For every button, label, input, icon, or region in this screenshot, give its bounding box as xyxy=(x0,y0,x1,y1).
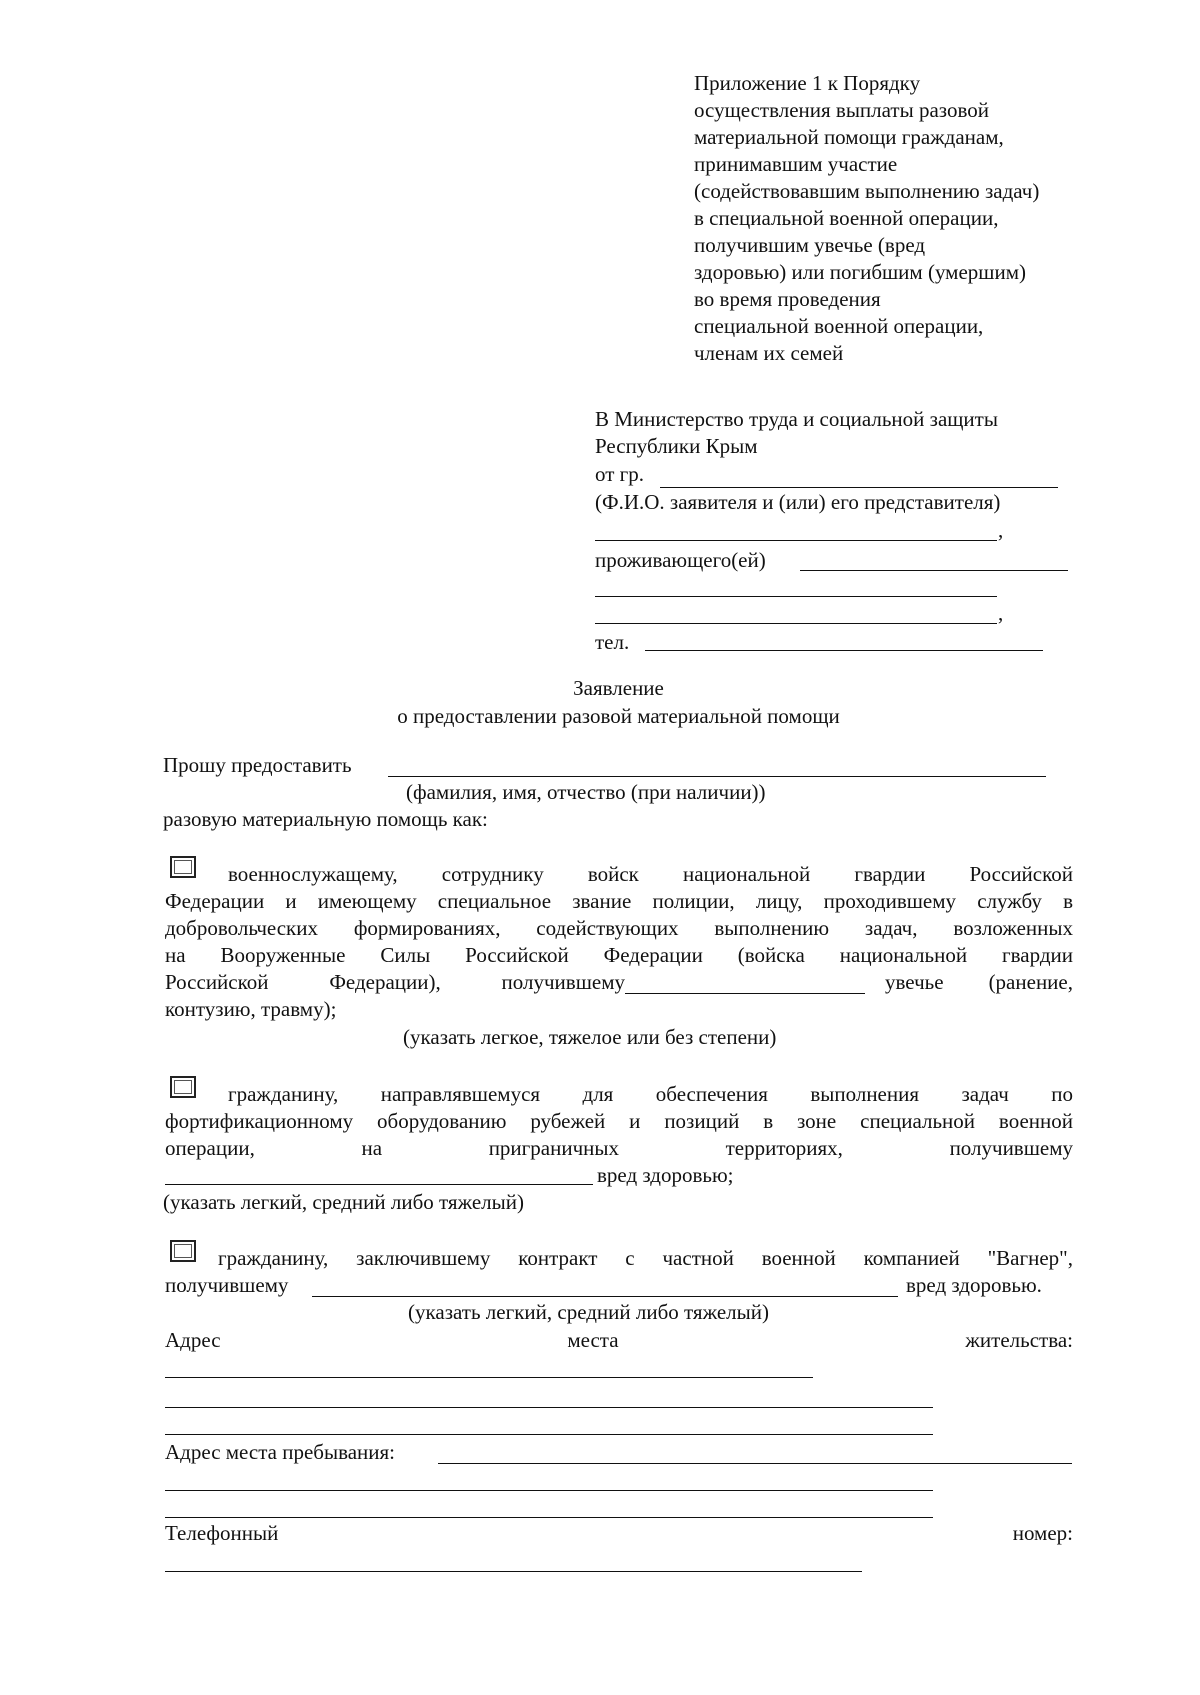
phone-label: тел. xyxy=(595,630,630,654)
stay-address-field-3[interactable] xyxy=(165,1517,933,1518)
residence-address-field[interactable] xyxy=(165,1377,813,1378)
request-label: Прошу предоставить xyxy=(163,753,352,777)
recipient-name-field[interactable] xyxy=(388,776,1046,777)
option-1-text: контузию, травму); xyxy=(165,997,337,1021)
annex-line: получившим увечье (вред xyxy=(694,233,926,257)
option-3-text: вред здоровью. xyxy=(906,1273,1042,1297)
residence-address-field-2[interactable] xyxy=(165,1407,933,1408)
option-2-text: фортификационному оборудованию рубежей и позиций в зоне специальной военной xyxy=(165,1109,1073,1133)
fio-note: (Ф.И.О. заявителя и (или) его представителя) xyxy=(595,490,1001,514)
option-1-text: военнослужащему, сотруднику войск национальной гвардии Российской xyxy=(228,862,1073,886)
option-1-text: увечье (ранение, xyxy=(885,970,1073,994)
annex-line: специальной военной операции, xyxy=(694,314,984,338)
phone-word: Телефонный xyxy=(165,1521,279,1545)
from-label: от гр. xyxy=(595,462,645,486)
injury-severity-field[interactable] xyxy=(625,993,865,994)
annex-line: здоровью) или погибшим (умершим) xyxy=(694,260,1026,284)
annex-line: в специальной военной операции, xyxy=(694,206,999,230)
option-1-checkbox[interactable] xyxy=(170,856,196,878)
stay-address-field[interactable] xyxy=(438,1463,1072,1464)
phone-word: номер: xyxy=(1012,1521,1073,1545)
phone-number-field[interactable] xyxy=(165,1571,862,1572)
residence-address-label xyxy=(165,1327,1073,1354)
wagner-harm-field[interactable] xyxy=(312,1296,898,1297)
option-3-text: получившему xyxy=(165,1273,289,1297)
option-1-text: Российской Федерации), получившему xyxy=(165,970,625,994)
option-2-text: вред здоровью; xyxy=(597,1163,734,1187)
addressee-ministry: В Министерство труда и социальной защиты xyxy=(595,407,998,431)
option-1-text: Федерации и имеющему специальное звание полиции, лицу, проходившему службу в xyxy=(165,889,1073,913)
health-harm-note: (указать легкий, средний либо тяжелый) xyxy=(163,1190,524,1214)
phone-field[interactable] xyxy=(645,650,1043,651)
option-1-text: на Вооруженные Силы Российской Федерации (войска национальной гвардии xyxy=(165,943,1073,967)
annex-line: принимавшим участие xyxy=(694,152,898,176)
stay-address-label: Адрес места пребывания: xyxy=(165,1440,396,1464)
residence-word: Адрес xyxy=(165,1328,221,1352)
annex-line: во время проведения xyxy=(694,287,881,311)
applicant-name-field-2[interactable] xyxy=(595,540,997,541)
annex-line: осуществления выплаты разовой xyxy=(694,98,989,122)
comma: , xyxy=(998,518,1004,542)
stay-address-field-2[interactable] xyxy=(165,1490,933,1491)
document-subtitle: о предоставлении разовой материальной помощи xyxy=(397,704,840,728)
addressee-republic: Республики Крым xyxy=(595,434,758,458)
health-harm-field[interactable] xyxy=(165,1184,593,1185)
applicant-name-field[interactable] xyxy=(660,487,1058,488)
option-1-text: добровольческих формированиях, содействующих выполнению задач, возложенных xyxy=(165,916,1073,940)
annex-line: (содействовавшим выполнению задач) xyxy=(694,179,1040,203)
residence-word: места xyxy=(567,1328,619,1352)
option-2-text: гражданину, направлявшемуся для обеспечения выполнения задач по xyxy=(228,1082,1073,1106)
residence-address-field-3[interactable] xyxy=(165,1434,933,1435)
residing-label: проживающего(ей) xyxy=(595,548,766,572)
residence-word: жительства: xyxy=(965,1328,1073,1352)
annex-header xyxy=(694,70,1039,367)
annex-line: Приложение 1 к Порядку xyxy=(694,71,921,95)
option-2-checkbox[interactable] xyxy=(170,1076,196,1098)
phone-number-label xyxy=(165,1520,1073,1547)
request-as-label: разовую материальную помощь как: xyxy=(163,807,488,831)
injury-severity-note: (указать легкое, тяжелое или без степени) xyxy=(403,1025,777,1049)
annex-line: членам их семей xyxy=(694,341,844,365)
option-3-checkbox[interactable] xyxy=(170,1240,196,1262)
document-title: Заявление xyxy=(573,676,664,700)
wagner-harm-note: (указать легкий, средний либо тяжелый) xyxy=(408,1300,769,1324)
option-3-text: гражданину, заключившему контракт с частной военной компанией "Вагнер", xyxy=(218,1246,1073,1270)
residing-address-field-3[interactable] xyxy=(595,623,997,624)
recipient-name-note: (фамилия, имя, отчество (при наличии)) xyxy=(406,780,766,804)
option-2-text: операции, на приграничных территориях, получившему xyxy=(165,1136,1073,1160)
annex-line: материальной помощи гражданам, xyxy=(694,125,1004,149)
comma: , xyxy=(998,601,1004,625)
residing-address-field[interactable] xyxy=(800,570,1068,571)
residing-address-field-2[interactable] xyxy=(595,596,997,597)
